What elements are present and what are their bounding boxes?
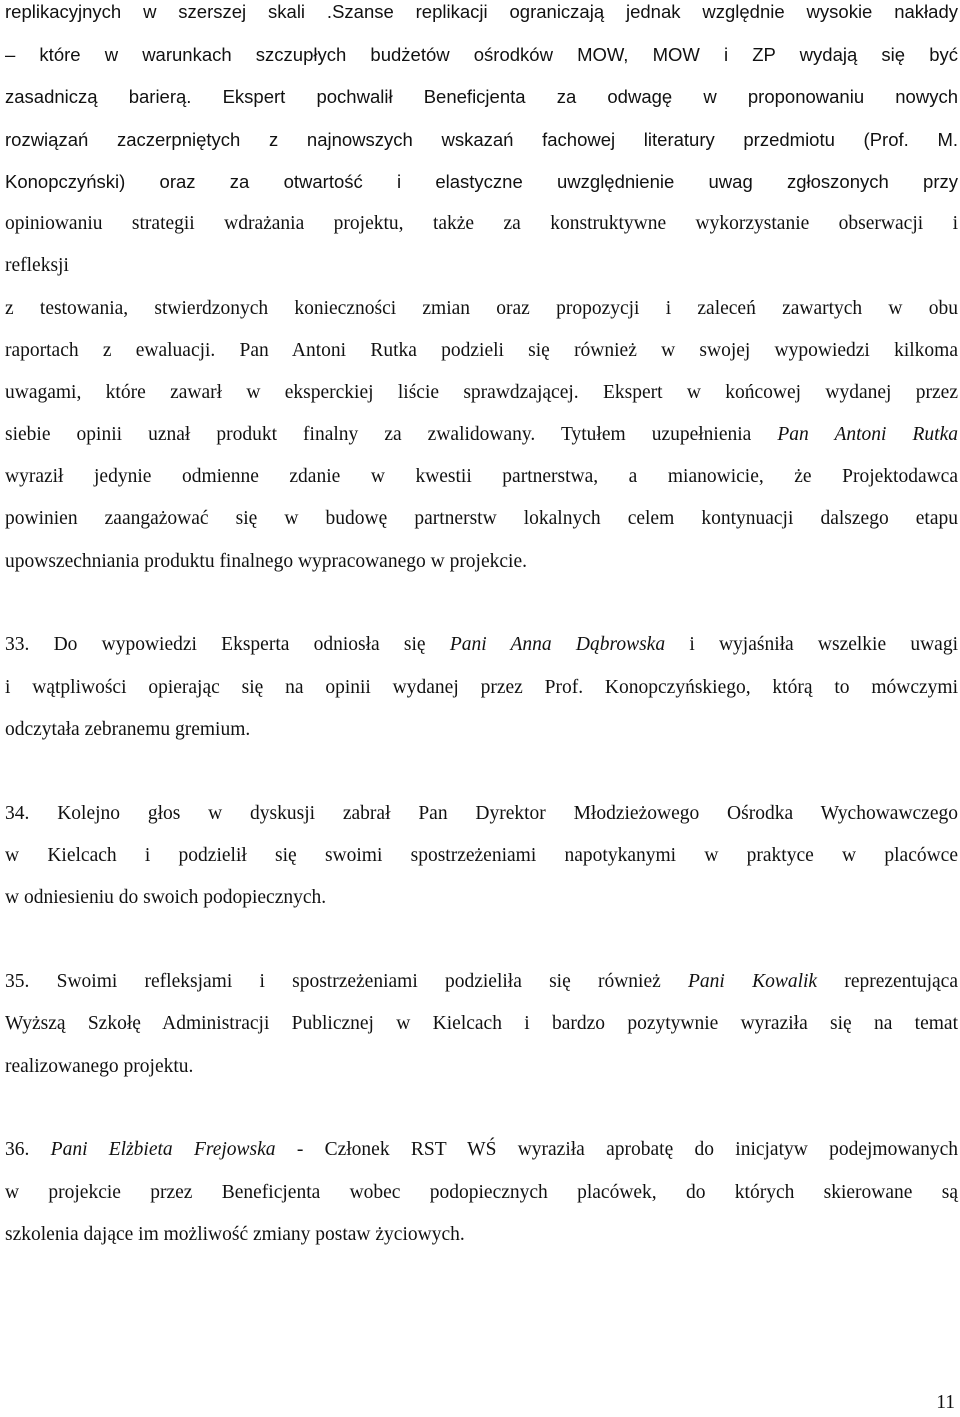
text-line	[5, 297, 958, 321]
text-line	[5, 0, 958, 24]
italic-name: Pani Kowalik	[688, 971, 818, 992]
text-line	[5, 381, 958, 405]
text-line	[5, 1138, 958, 1162]
text-line	[5, 676, 958, 700]
text-run: z testowania, stwierdzonych konieczności zmian oraz propozycji i zaleceń zawartych w obu	[5, 298, 958, 319]
text-run: opiniowaniu strategii wdrażania projektu, także za konstruktywne wykorzystanie obserwacji i	[5, 213, 958, 234]
text-line	[5, 718, 958, 742]
text-run: 36.	[5, 1139, 51, 1160]
text-run: refleksji	[5, 255, 69, 276]
text-line	[5, 844, 958, 868]
text-line	[5, 550, 958, 574]
text-run: Wyższą Szkołę Administracji Publicznej w Kielcach i bardzo pozytywnie wyraziła się na temat	[5, 1013, 958, 1034]
text-run: w projekcie przez Beneficjenta wobec podopiecznych placówek, do których skierowane są	[5, 1182, 958, 1203]
text-line	[5, 802, 958, 826]
text-line	[5, 1181, 958, 1205]
text-run: powinien zaangażować się w budowę partnerstw lokalnych celem kontynuacji dalszego etapu	[5, 508, 958, 529]
page-number: 11	[936, 1392, 955, 1413]
text-run: replikacyjnych w szerszej skali .Szanse replikacji ograniczają jednak względnie wysokie nakłady	[5, 1, 958, 22]
text-line	[5, 43, 958, 67]
text-run: – które w warunkach szczupłych budżetów ośrodków MOW, MOW i ZP wydają się być	[5, 44, 958, 65]
text-line	[5, 1055, 958, 1079]
text-line	[5, 970, 958, 994]
text-run: reprezentująca	[817, 971, 958, 992]
text-run: realizowanego projektu.	[5, 1056, 194, 1077]
italic-name: Pani Anna Dąbrowska	[449, 634, 666, 655]
text-run: 33. Do wypowiedzi Eksperta odniosła się	[5, 634, 450, 655]
text-run: - Członek RST WŚ wyraziła aprobatę do inicjatyw podejmowanych	[275, 1139, 958, 1160]
text-run: odczytała zebranemu gremium.	[5, 719, 251, 740]
text-run: i wątpliwości opierając się na opinii wydanej przez Prof. Konopczyńskiego, którą to mówczymi	[5, 677, 958, 698]
text-line	[5, 85, 958, 109]
text-line	[5, 633, 958, 657]
text-line	[5, 507, 958, 531]
italic-name: Pan Antoni Rutka	[777, 424, 958, 445]
text-run: upowszechniania produktu finalnego wypracowanego w projekcie.	[5, 551, 527, 572]
italic-name: Pani Elżbieta Frejowska	[50, 1139, 276, 1160]
text-run: zasadniczą barierą. Ekspert pochwalił Beneficjenta za odwagę w proponowaniu nowych	[5, 86, 958, 107]
text-run: uwagami, które zawarł w eksperckiej liście sprawdzającej. Ekspert w końcowej wydanej przez	[5, 382, 958, 403]
text-run: Konopczyński) oraz za otwartość i elastyczne uwzględnienie uwag zgłoszonych przy	[5, 171, 958, 192]
text-run: wyraził jedynie odmienne zdanie w kwestii partnerstwa, a mianowicie, że Projektodawca	[5, 466, 958, 487]
text-run: raportach z ewaluacji. Pan Antoni Rutka podzieli się również w swojej wypowiedzi kilkoma	[5, 340, 958, 361]
text-run: rozwiązań zaczerpniętych z najnowszych wskazań fachowej literatury przedmiotu (Prof. M.	[5, 129, 958, 150]
text-run: w odniesieniu do swoich podopiecznych.	[5, 887, 327, 908]
text-run: i wyjaśniła wszelkie uwagi	[665, 634, 959, 655]
text-line	[5, 465, 958, 489]
text-line	[5, 128, 958, 152]
text-line	[5, 1223, 958, 1247]
text-line	[5, 339, 958, 363]
text-line	[5, 1012, 958, 1036]
text-line	[5, 212, 958, 236]
text-run: 34. Kolejno głos w dyskusji zabrał Pan Dyrektor Młodzieżowego Ośrodka Wychowawczego	[5, 803, 958, 824]
text-run: w Kielcach i podzielił się swoimi spostrzeżeniami napotykanymi w praktyce w placówce	[5, 845, 958, 866]
text-line	[5, 170, 958, 194]
text-run: 35. Swoimi refleksjami i spostrzeżeniami podzieliła się również	[5, 971, 689, 992]
text-run: siebie opinii uznał produkt finalny za zwalidowany. Tytułem uzupełnienia	[5, 424, 778, 445]
text-run: szkolenia dające im możliwość zmiany postaw życiowych.	[5, 1224, 465, 1245]
text-line	[5, 423, 958, 447]
text-line	[5, 254, 958, 278]
text-line	[5, 886, 958, 910]
